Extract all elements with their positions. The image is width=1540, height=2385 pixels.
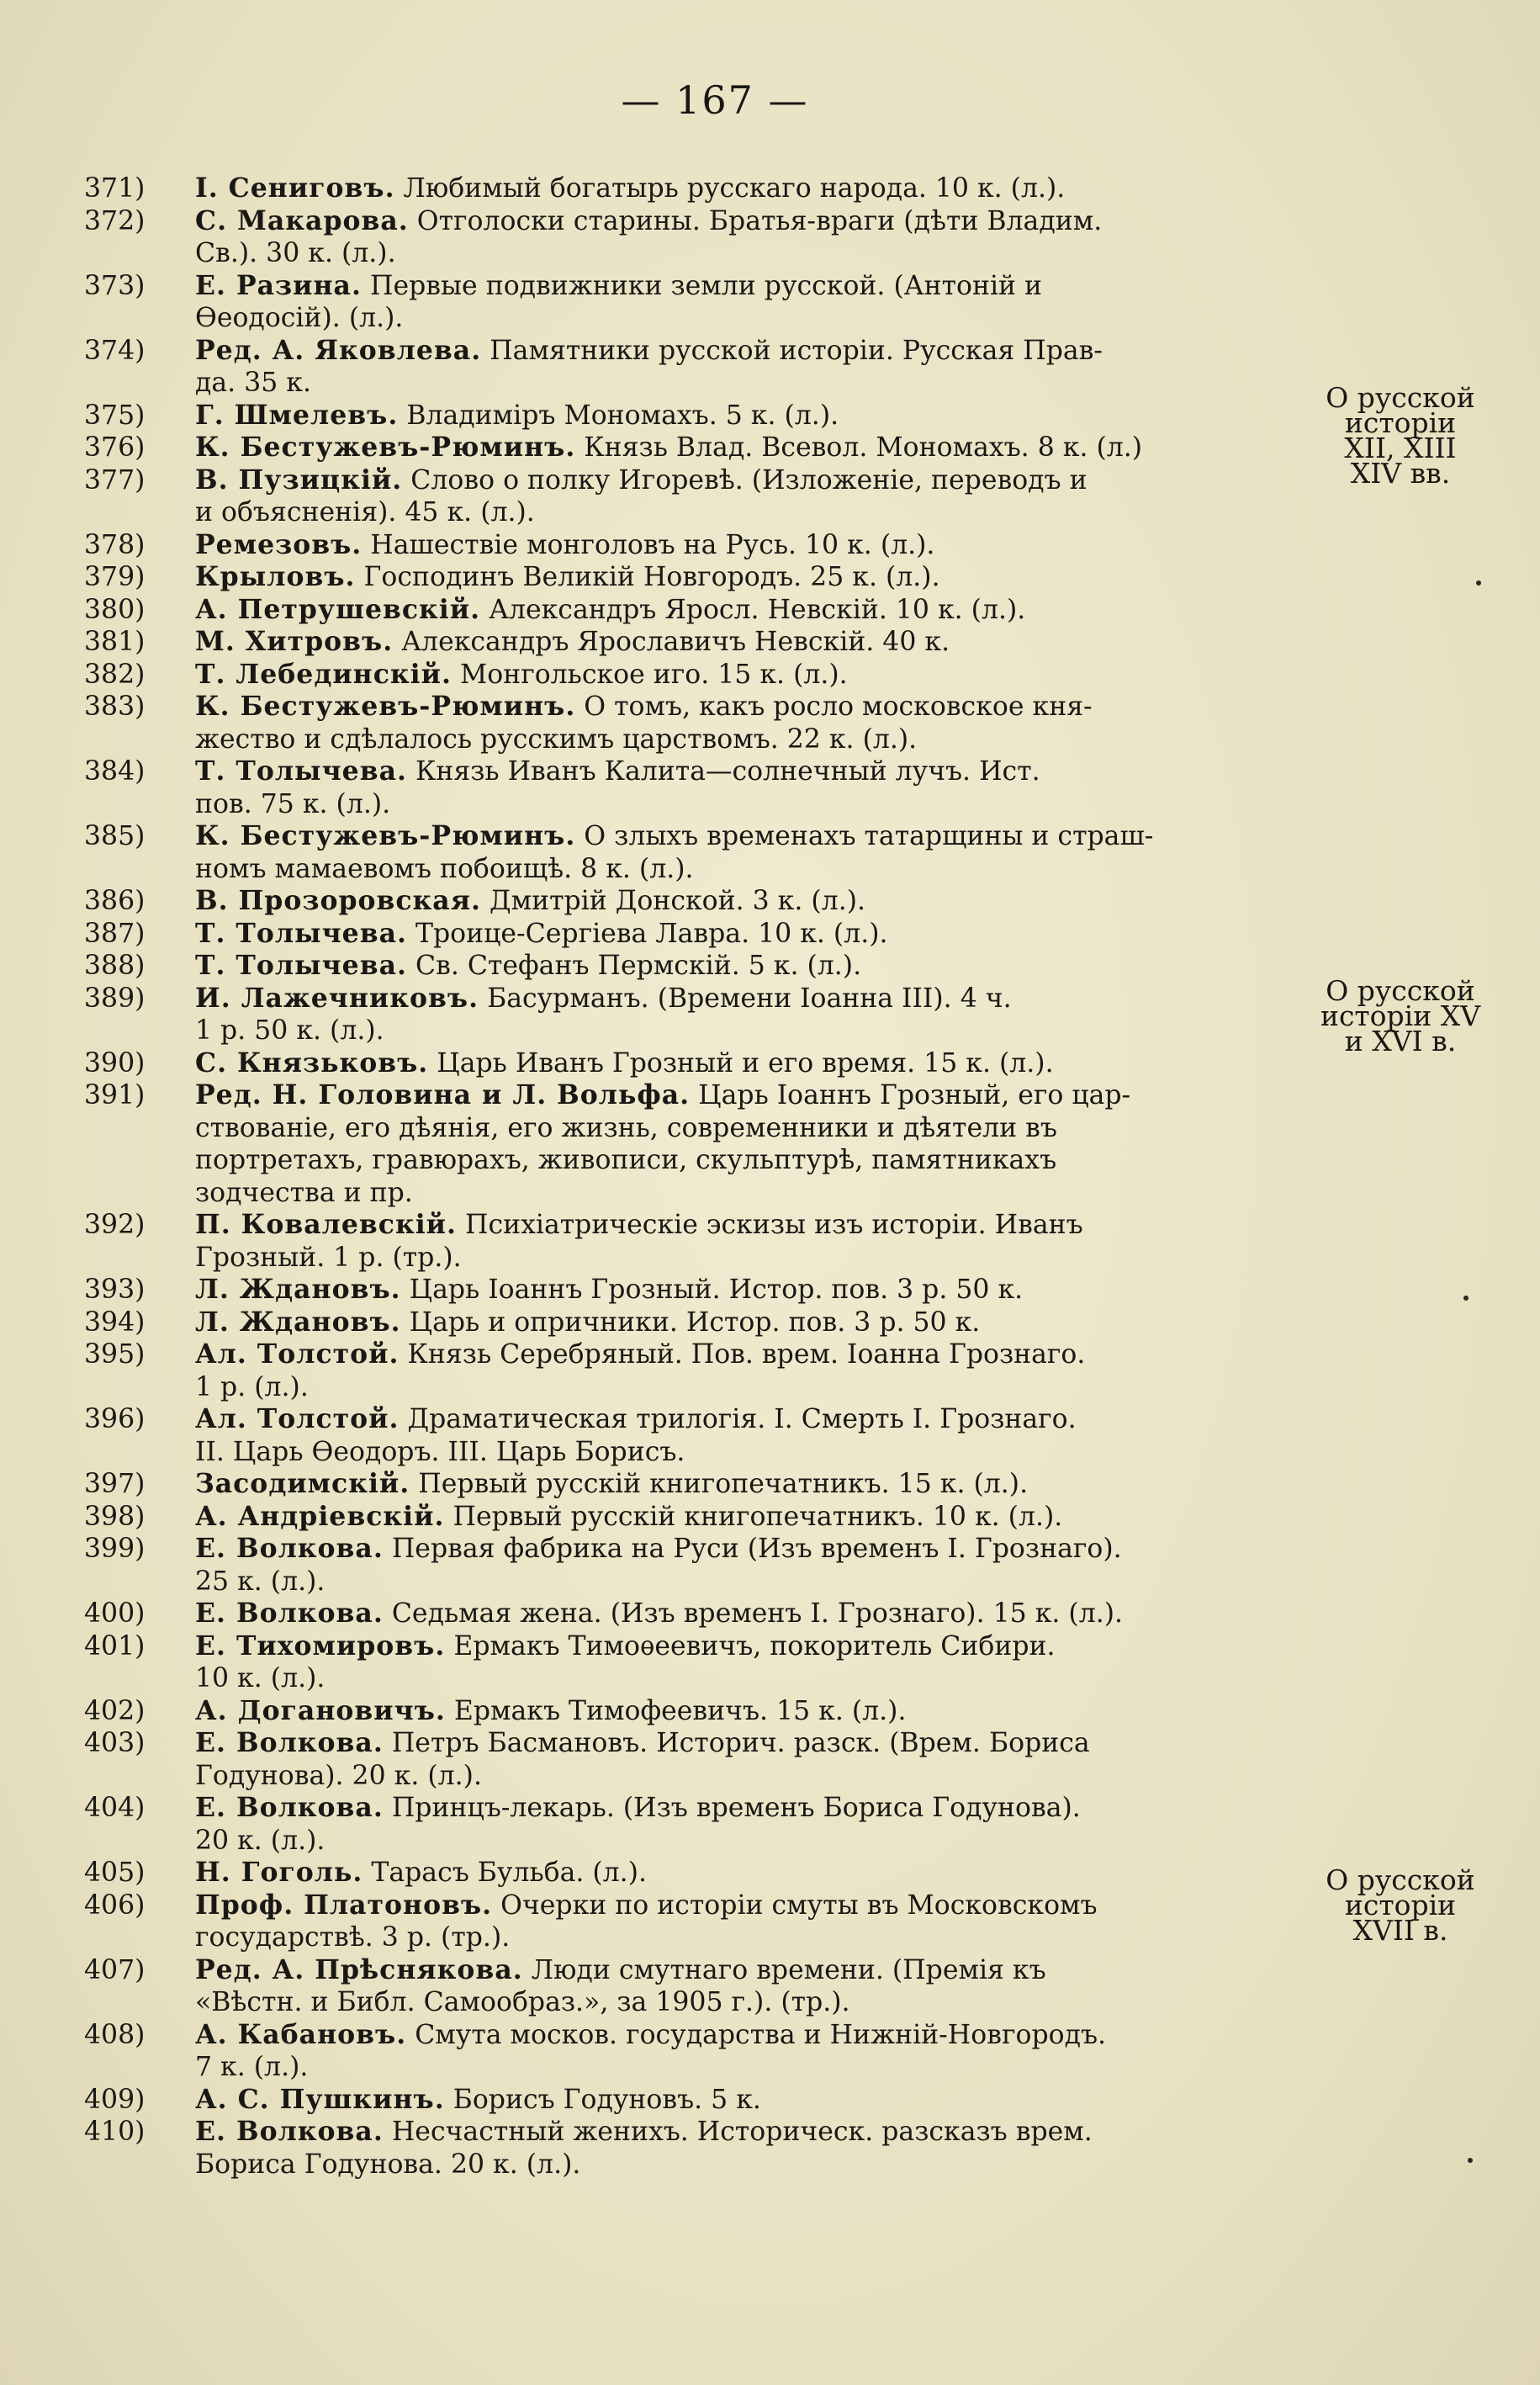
entry-text-line: Александръ Яросл. Невскій. 10 к. (л.).	[489, 594, 1026, 625]
bibliography-entry	[84, 1857, 1312, 1889]
entry-author: А. Петрушевскій.	[195, 593, 481, 625]
entry-number: 377)	[84, 464, 146, 496]
bibliography-entry	[84, 1274, 1312, 1306]
entry-text-line: жество и сдѣлалось русскимъ царствомъ. 22 к. (л.).	[195, 723, 918, 755]
bibliography-entry	[84, 918, 1312, 951]
entry-text-line: Царь Иванъ Грозный и его время. 15 к. (л.).	[437, 1047, 1054, 1079]
entry-text-line: Первые подвижники земли русской. (Антоній и	[369, 270, 1043, 301]
bibliography-entry	[84, 1047, 1312, 1080]
entry-author: Т. Лебединскій.	[195, 658, 452, 690]
entry-author: Крыловъ.	[195, 561, 356, 592]
entry-number: 404)	[84, 1793, 146, 1823]
entry-number: 373)	[84, 270, 146, 301]
entry-author: И. Лажечниковъ.	[195, 982, 479, 1014]
entry-text-line: Ермакъ Тимофеевичъ. 15 к. (л.).	[453, 1695, 907, 1726]
bibliography-entry	[84, 983, 1312, 1047]
entry-text-line: Тарасъ Бульба. (л.).	[371, 1858, 648, 1888]
entry-number: 383)	[84, 692, 146, 722]
entry-text-line: Борисъ Годуновъ. 5 к.	[452, 2084, 761, 2115]
entry-number: 400)	[84, 1598, 146, 1629]
entry-author: А. С. Пушкинъ.	[195, 2083, 445, 2115]
entry-author: Л. Ждановъ.	[195, 1274, 401, 1305]
bibliography-entry	[84, 205, 1312, 270]
entry-author: Е. Волкова.	[195, 1533, 384, 1564]
entry-text-line: да. 35 к.	[195, 368, 311, 398]
side-note-line: XVII в.	[1352, 1914, 1448, 1947]
side-note-line: О русской	[1326, 974, 1475, 1007]
entry-text-line: Владиміръ Мономахъ. 5 к. (л.).	[406, 400, 839, 431]
entry-text-line: государствѣ. 3 р. (тр.).	[195, 1922, 511, 1953]
entry-author: Ред. Н. Головина и Л. Вольфа.	[195, 1079, 691, 1110]
ink-speck	[1468, 2158, 1473, 2163]
entry-author: С. Макарова.	[195, 204, 409, 236]
entry-text-line: Троице-Сергіева Лавра. 10 к. (л.).	[415, 918, 888, 949]
entry-text-line: Любимый богатырь русскаго народа. 10 к. (л.).	[403, 173, 1066, 204]
entry-number: 392)	[84, 1210, 146, 1240]
entry-author: Проф. Платоновъ.	[195, 1889, 493, 1921]
bibliography-entry	[84, 464, 1312, 529]
side-note-line: XIV вв.	[1350, 457, 1451, 490]
entry-number: 388)	[84, 951, 146, 981]
ink-speck	[1463, 1296, 1469, 1301]
entry-number: 384)	[84, 756, 146, 787]
entry-text-line: Ѳеодосій). (л.).	[195, 303, 404, 333]
entry-text-line: зодчества и пр.	[195, 1177, 413, 1208]
entry-author: М. Хитровъ.	[195, 626, 394, 657]
entry-author: В. Пузицкій.	[195, 464, 403, 496]
side-note-line: исторіи XV	[1320, 999, 1481, 1032]
entry-text-line: Первый русскій книгопечатникъ. 15 к. (л.).	[418, 1469, 1029, 1499]
entry-number: 386)	[84, 886, 146, 916]
entry-number: 396)	[84, 1404, 146, 1434]
entry-number: 381)	[84, 627, 146, 657]
entry-number: 406)	[84, 1889, 146, 1921]
entry-author: Т. Толычева.	[195, 755, 407, 787]
entry-number: 402)	[84, 1695, 146, 1726]
entry-text-line: Царь Іоаннъ Грозный. Истор. пов. 3 р. 50 к.	[409, 1275, 1024, 1305]
bibliography-entry	[84, 594, 1312, 627]
entry-number: 391)	[84, 1080, 146, 1110]
entry-text-line: О томъ, какъ росло московское кня-	[584, 692, 1093, 722]
entry-number: 403)	[84, 1728, 146, 1758]
entry-text-line: Св.). 30 к. (л.).	[195, 238, 396, 268]
entry-number: 395)	[84, 1339, 146, 1370]
entry-author: Ал. Толстой.	[195, 1338, 400, 1370]
entry-number: 378)	[84, 529, 146, 560]
side-note-line: О русской	[1326, 1863, 1475, 1896]
bibliography-entry	[84, 1468, 1312, 1501]
entry-author: Г. Шмелевъ.	[195, 399, 399, 431]
entry-author: І. Сениговъ.	[195, 172, 395, 204]
bibliography-entry	[84, 659, 1312, 692]
entry-text-line: 1 р. (л.).	[195, 1371, 309, 1402]
bibliography-entry	[84, 432, 1312, 464]
bibliography-entry	[84, 1630, 1312, 1695]
bibliography-entry	[84, 1533, 1312, 1598]
entry-text-line: пов. 75 к. (л.).	[195, 788, 391, 819]
entry-text-line: Люди смутнаго времени. (Премія къ	[531, 1954, 1046, 1985]
entry-author: Засодимскій.	[195, 1468, 410, 1499]
entry-text-line: Памятники русской исторіи. Русская Прав-	[490, 335, 1103, 366]
entry-text-line: Нашествіе монголовъ на Русь. 10 к. (л.).	[370, 529, 935, 560]
entry-number: 375)	[84, 400, 146, 431]
entry-author: Ремезовъ.	[195, 528, 363, 560]
side-note	[1308, 1863, 1493, 1947]
entry-author: Т. Толычева.	[195, 917, 407, 949]
entry-number: 376)	[84, 432, 146, 463]
entry-author: К. Бестужевъ-Рюминъ.	[195, 691, 576, 722]
entry-author: Е. Волкова.	[195, 1598, 384, 1629]
entry-number: 389)	[84, 983, 146, 1014]
bibliography-entry	[84, 1501, 1312, 1534]
bibliography-entry	[84, 270, 1312, 335]
bibliography-entry	[84, 1727, 1312, 1792]
entry-text-line: Петръ Басмановъ. Историч. разск. (Врем. Бориса	[391, 1728, 1090, 1758]
side-note	[1308, 381, 1493, 490]
bibliography-entry	[84, 172, 1312, 205]
entry-text-line: портретахъ, гравюрахъ, живописи, скульптурѣ, памятникахъ	[195, 1145, 1057, 1175]
entry-text-line: Св. Стефанъ Пермскій. 5 к. (л.).	[415, 951, 862, 981]
page-number: — 167 —	[621, 77, 809, 123]
entry-number: 390)	[84, 1047, 146, 1079]
entry-text-line: Первый русскій книгопечатникъ. 10 к. (л.).	[452, 1501, 1063, 1532]
entry-text-line: Слово о полку Игоревѣ. (Изложеніе, переводъ и	[410, 464, 1088, 496]
bibliography-entry	[84, 626, 1312, 659]
entry-text-line: ствованіе, его дѣянія, его жизнь, современники и дѣятели въ	[195, 1112, 1057, 1143]
entry-number: 407)	[84, 1954, 146, 1985]
bibliography-entry	[84, 335, 1312, 400]
entry-author: Е. Волкова.	[195, 1727, 384, 1758]
entry-text-line: 25 к. (л.).	[195, 1566, 325, 1597]
entry-number: 379)	[84, 562, 146, 592]
bibliography-entry	[84, 1792, 1312, 1857]
entry-text-line: Психіатрическіе эскизы изъ исторіи. Иванъ	[465, 1210, 1083, 1240]
entry-author: К. Бестужевъ-Рюминъ.	[195, 432, 576, 463]
entry-number: 408)	[84, 2019, 146, 2050]
side-note-line: XII, XIII	[1344, 432, 1457, 464]
entry-text-line: Дмитрій Донской. 3 к. (л.).	[489, 886, 866, 916]
entry-author: К. Бестужевъ-Рюминъ.	[195, 820, 576, 851]
bibliography-entry	[84, 1889, 1312, 1954]
entry-number: 374)	[84, 335, 146, 366]
bibliography-entry	[84, 1209, 1312, 1274]
entry-text-line: Князь Влад. Всевол. Мономахъ. 8 к. (л.)	[584, 432, 1143, 463]
entry-number: 401)	[84, 1630, 146, 1662]
entry-number: 405)	[84, 1858, 146, 1888]
entry-text-line: Несчастный женихъ. Историческ. разсказъ врем.	[391, 2117, 1093, 2147]
entry-text-line: Отголоски старины. Братья-враги (дѣти Владим.	[416, 205, 1103, 236]
bibliography-entry	[84, 1338, 1312, 1403]
entry-text-line: Царь Іоаннъ Грозный, его цар-	[698, 1080, 1131, 1110]
entry-author: П. Ковалевскій.	[195, 1209, 458, 1240]
entry-number: 397)	[84, 1469, 146, 1499]
bibliography-entry	[84, 755, 1312, 820]
entry-number: 372)	[84, 205, 146, 236]
entry-author: Ред. А. Яковлева.	[195, 334, 482, 366]
bibliography-entry	[84, 1598, 1312, 1630]
entry-text-line: Первая фабрика на Руси (Изъ временъ І. Грознаго).	[391, 1534, 1122, 1564]
entry-author: А. Догановичъ.	[195, 1694, 446, 1726]
bibliography-entry	[84, 885, 1312, 918]
entry-number: 380)	[84, 594, 146, 625]
entry-number: 394)	[84, 1306, 146, 1338]
entry-text-line: О злыхъ временахъ татарщины и страш-	[584, 821, 1154, 851]
bibliography-entry	[84, 1306, 1312, 1339]
entry-text-line: Монгольское иго. 15 к. (л.).	[459, 659, 848, 690]
entry-text-line: Драматическая трилогія. I. Смерть І. Грознаго.	[407, 1404, 1077, 1434]
side-note	[1308, 974, 1493, 1057]
entry-number: 393)	[84, 1275, 146, 1305]
bibliography-entry	[84, 2116, 1312, 2181]
entry-author: Н. Гоголь.	[195, 1857, 363, 1888]
entry-text-line: II. Царь Ѳеодоръ. III. Царь Борисъ.	[195, 1436, 685, 1467]
entry-author: Е. Тихомировъ.	[195, 1630, 446, 1662]
entry-author: А. Андріевскій.	[195, 1500, 445, 1532]
bibliography-entry	[84, 561, 1312, 594]
bibliography-entry	[84, 950, 1312, 983]
entry-text-line: 1 р. 50 к. (л.).	[195, 1015, 384, 1046]
side-note-line: и XVI в.	[1344, 1025, 1457, 1057]
entry-number: 398)	[84, 1501, 146, 1532]
entry-number: 410)	[84, 2117, 146, 2147]
entry-text-line: Бориса Годунова. 20 к. (л.).	[195, 2149, 581, 2180]
entry-author: В. Прозоровская.	[195, 885, 481, 916]
bibliography-entry	[84, 1079, 1312, 1209]
entry-text-line: Принцъ-лекарь. (Изъ временъ Бориса Годунова).	[391, 1793, 1081, 1823]
entry-author: А. Кабановъ.	[195, 2018, 407, 2050]
entry-number: 387)	[84, 918, 146, 949]
entry-author: Е. Волкова.	[195, 1792, 384, 1823]
bibliography-entry	[84, 2084, 1312, 2117]
entry-author: Е. Волкова.	[195, 2116, 384, 2147]
entry-author: Т. Толычева.	[195, 950, 407, 981]
bibliography-entry	[84, 2019, 1312, 2084]
entry-text-line: «Вѣстн. и Библ. Самообраз.», за 1905 г.). (тр.).	[195, 1987, 850, 2017]
side-note-line: О русской	[1326, 381, 1475, 414]
bibliography-entry	[84, 400, 1312, 432]
entry-text-line: и объясненія). 45 к. (л.).	[195, 497, 535, 527]
entry-text-line: 20 к. (л.).	[195, 1825, 325, 1856]
entry-number: 409)	[84, 2084, 146, 2115]
bibliography-entry	[84, 1403, 1312, 1468]
bibliography-entry	[84, 529, 1312, 562]
bibliography-list	[84, 172, 1312, 2181]
entry-number: 399)	[84, 1534, 146, 1564]
entry-text-line: 10 к. (л.).	[195, 1663, 325, 1693]
entry-text-line: Седьмая жена. (Изъ временъ І. Грознаго). 15 к. (л.).	[391, 1598, 1124, 1629]
entry-text-line: Очерки по исторіи смуты въ Московскомъ	[500, 1889, 1098, 1921]
entry-text-line: Царь и опричники. Истор. пов. 3 р. 50 к.	[409, 1306, 981, 1338]
entry-text-line: 7 к. (л.).	[195, 2052, 309, 2082]
entry-author: Ал. Толстой.	[195, 1403, 400, 1434]
entry-number: 382)	[84, 659, 146, 690]
side-note-line: исторіи	[1344, 406, 1457, 439]
entry-text-line: номъ мамаевомъ побоищѣ. 8 к. (л.).	[195, 853, 694, 884]
entry-text-line: Смута москов. государства и Нижній-Новгородъ.	[415, 2019, 1107, 2050]
entry-author: Ред. А. Прѣснякова.	[195, 1953, 523, 1985]
entry-text-line: Господинъ Великій Новгородъ. 25 к. (л.).	[363, 562, 940, 592]
bibliography-entry	[84, 1695, 1312, 1728]
bibliography-entry	[84, 691, 1312, 755]
entry-author: Е. Разина.	[195, 269, 362, 301]
entry-author: С. Князьковъ.	[195, 1047, 429, 1079]
entry-text-line: Князь Иванъ Калита—солнечный лучъ. Ист.	[415, 756, 1040, 787]
entry-text-line: Грозный. 1 р. (тр.).	[195, 1242, 462, 1273]
bibliography-entry	[84, 820, 1312, 885]
side-note-line: исторіи	[1344, 1889, 1457, 1921]
entry-number: 385)	[84, 821, 146, 851]
entry-text-line: Ермакъ Тимоѳеевичъ, покоритель Сибири.	[453, 1630, 1056, 1662]
entry-text-line: Александръ Ярославичъ Невскій. 40 к.	[401, 627, 950, 657]
ink-speck	[1476, 580, 1481, 586]
entry-text-line: Князь Серебряный. Пов. врем. Іоанна Грознаго.	[407, 1339, 1086, 1370]
entry-number: 371)	[84, 173, 146, 204]
entry-author: Л. Ждановъ.	[195, 1306, 401, 1338]
entry-text-line: Годунова). 20 к. (л.).	[195, 1760, 482, 1791]
bibliography-entry	[84, 1954, 1312, 2019]
entry-text-line: Басурманъ. (Времени Іоанна III). 4 ч.	[487, 983, 1012, 1014]
